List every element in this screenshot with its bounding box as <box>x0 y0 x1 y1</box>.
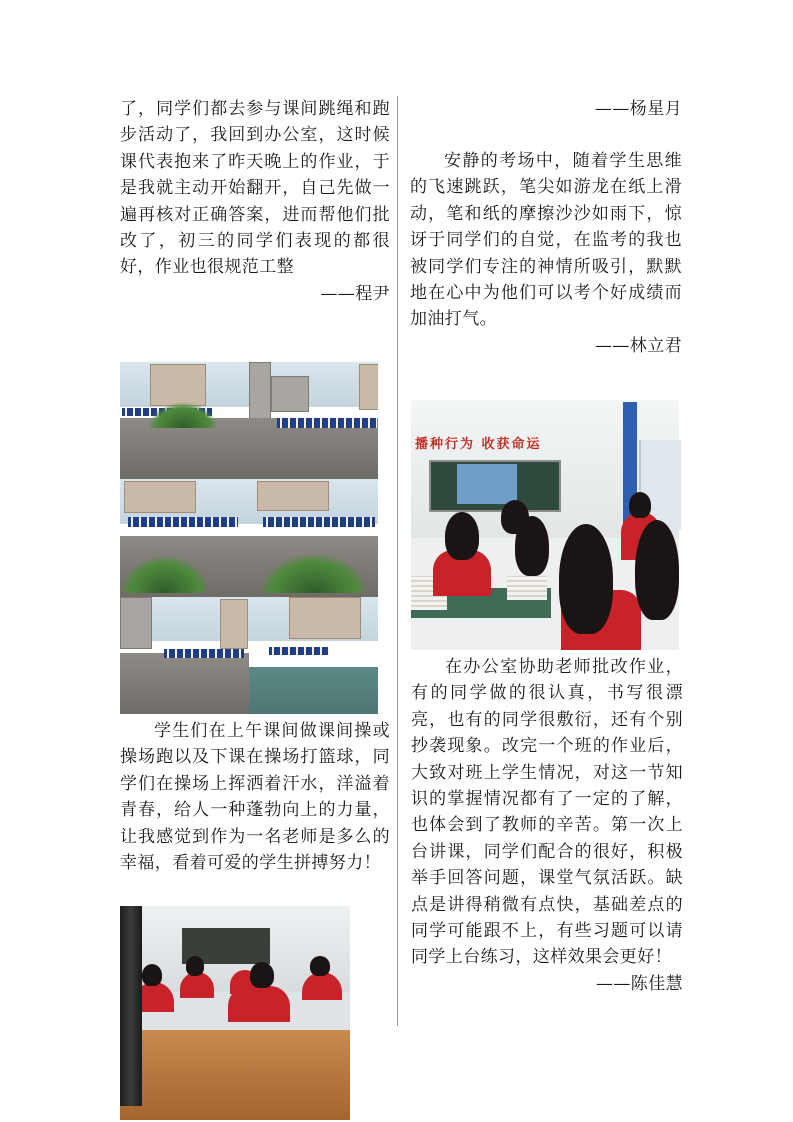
left-paragraph-2: 学生们在上午课间做课间操或操场跑以及下课在操场打篮球，同学们在操场上挥洒着汗水，洋溢着青春，给人一种蓬勃向上的力量，让我感觉到作为一名老师是多么的幸福，看着可爱的学生拼搏努力！ <box>120 721 390 874</box>
classroom-exam-photo <box>120 906 350 1120</box>
collage-photo-2 <box>249 362 378 479</box>
collage-photo-5 <box>120 597 249 714</box>
signature-yang-xingyue: ——杨星月 <box>595 99 682 119</box>
classroom-banner: 播种行为 收获命运 <box>415 437 542 452</box>
right-paragraph-1: 安静的考场中，随着学生思维的飞速跳跃，笔尖如游龙在纸上滑动，笔和纸的摩擦沙沙如雨下，惊讶于同学们的自觉，在监考的我也被同学们专注的神情所吸引，默默地在心中为他们可以考个好成绩而加油打气。 <box>410 151 682 330</box>
collage-photo-3 <box>120 479 249 596</box>
left-column <box>120 96 390 307</box>
playground-photo-collage <box>120 362 378 714</box>
classroom-lecture-photo <box>411 400 679 650</box>
collage-photo-6 <box>249 597 378 714</box>
right-paragraph-2: 在办公室协助老师批改作业，有的同学做的很认真，书写很漂亮，也有的同学很敷衍，还有个别抄袭现象。改完一个班的作业后，大致对班上学生情况，对这一节知识的掌握情况都有了一定的了解，也体会到了教师的辛苦。第一次上台讲课，同学们配合的很好，积极举手回答问题，课堂气氛活跃。缺点是讲得稍微有点快，基础差点的同学可能跟不上，有些习题可以请同学上台练习，这样效果会更好！ <box>411 657 683 968</box>
signature-lin-lijun: ——林立君 <box>595 335 682 356</box>
collage-photo-1 <box>120 362 249 479</box>
collage-photo-4 <box>249 479 378 596</box>
left-paragraph-1: 了，同学们都去参与课间跳绳和跑步活动了，我回到办公室，这时候课代表抱来了昨天晚上的作业，于是我就主动开始翻开，自己先做一遍再核对正确答案，进而帮他们批改了，初三的同学们表现的都很好，作业也很规范工整 <box>120 99 390 278</box>
column-divider <box>397 96 398 1026</box>
left-lower-text <box>120 718 390 876</box>
signature-cheng-yin: ——程尹 <box>320 283 390 304</box>
right-column <box>410 96 682 359</box>
signature-chen-jiahui: ——陈佳慧 <box>596 973 683 994</box>
right-lower-text <box>411 654 683 997</box>
